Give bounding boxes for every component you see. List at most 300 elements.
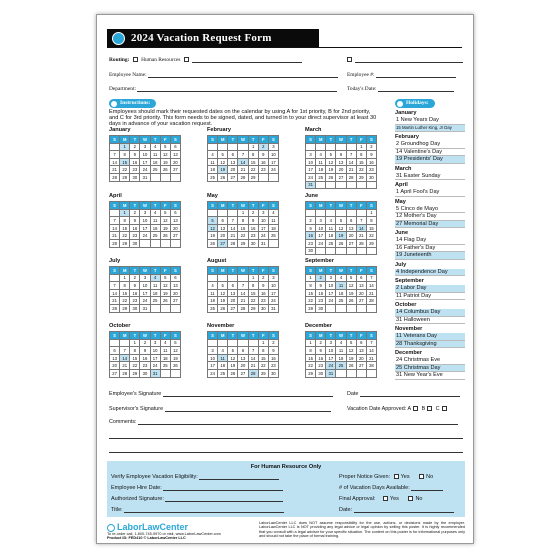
day-cell[interactable]: 12 <box>218 289 228 297</box>
day-cell[interactable]: 24 <box>306 173 316 181</box>
day-cell[interactable]: 23 <box>316 297 326 305</box>
day-cell[interactable]: 21 <box>248 362 258 370</box>
day-cell[interactable]: 6 <box>170 209 180 217</box>
day-cell[interactable]: 1 <box>366 209 376 217</box>
day-cell[interactable]: 10 <box>150 347 160 355</box>
day-cell[interactable]: 8 <box>258 347 268 355</box>
day-cell[interactable]: 10 <box>140 217 150 225</box>
day-cell[interactable]: 10 <box>208 354 218 362</box>
day-cell[interactable]: 30 <box>316 304 326 312</box>
day-cell[interactable]: 12 <box>326 158 336 166</box>
hr-verify-field[interactable] <box>199 475 279 480</box>
day-cell[interactable]: 18 <box>218 362 228 370</box>
day-cell[interactable]: 9 <box>366 151 376 159</box>
day-cell[interactable]: 9 <box>130 217 140 225</box>
day-cell[interactable]: 11 <box>336 347 346 355</box>
day-cell[interactable]: 24 <box>140 166 150 174</box>
day-cell[interactable]: 21 <box>356 232 366 240</box>
day-cell[interactable]: 26 <box>208 239 218 247</box>
day-cell[interactable]: 29 <box>356 173 366 181</box>
day-cell[interactable]: 13 <box>218 224 228 232</box>
day-cell[interactable]: 8 <box>306 282 316 290</box>
day-cell[interactable]: 25 <box>268 232 278 240</box>
day-cell[interactable]: 18 <box>150 289 160 297</box>
day-cell[interactable]: 24 <box>326 297 336 305</box>
day-cell[interactable]: 24 <box>140 232 150 240</box>
day-cell[interactable]: 26 <box>346 297 356 305</box>
routing-field-3[interactable] <box>355 58 463 63</box>
day-cell[interactable]: 28 <box>346 173 356 181</box>
day-cell[interactable]: 23 <box>130 166 140 174</box>
day-cell[interactable]: 25 <box>218 369 228 377</box>
comments-field[interactable] <box>138 420 458 425</box>
day-cell[interactable]: 19 <box>160 158 170 166</box>
day-cell[interactable]: 18 <box>208 166 218 174</box>
day-cell[interactable]: 28 <box>366 297 376 305</box>
day-cell[interactable]: 12 <box>160 282 170 290</box>
day-cell[interactable]: 16 <box>248 224 258 232</box>
day-cell[interactable]: 14 <box>110 224 120 232</box>
hr-title-field[interactable] <box>124 508 284 513</box>
day-cell[interactable]: 24 <box>268 166 278 174</box>
day-cell[interactable]: 29 <box>120 173 130 181</box>
day-cell[interactable]: 5 <box>218 151 228 159</box>
day-cell[interactable]: 27 <box>228 173 238 181</box>
day-cell[interactable]: 5 <box>326 151 336 159</box>
hr-date-field[interactable] <box>354 508 454 513</box>
day-cell[interactable]: 8 <box>130 347 140 355</box>
day-cell[interactable]: 6 <box>110 347 120 355</box>
day-cell[interactable]: 28 <box>120 369 130 377</box>
day-cell[interactable]: 17 <box>140 224 150 232</box>
day-cell[interactable]: 21 <box>238 166 248 174</box>
day-cell[interactable]: 18 <box>268 224 278 232</box>
day-cell[interactable]: 5 <box>160 209 170 217</box>
day-cell[interactable]: 17 <box>268 289 278 297</box>
day-cell[interactable]: 28 <box>110 173 120 181</box>
day-cell[interactable]: 15 <box>366 224 376 232</box>
day-cell[interactable]: 4 <box>150 274 160 282</box>
day-cell[interactable]: 7 <box>110 217 120 225</box>
day-cell[interactable]: 7 <box>120 347 130 355</box>
day-cell[interactable]: 6 <box>356 339 366 347</box>
day-cell[interactable]: 7 <box>228 217 238 225</box>
day-cell[interactable]: 18 <box>150 224 160 232</box>
day-cell[interactable]: 13 <box>170 282 180 290</box>
day-cell[interactable]: 10 <box>306 158 316 166</box>
day-cell[interactable]: 29 <box>248 304 258 312</box>
day-cell[interactable]: 20 <box>346 232 356 240</box>
day-cell[interactable]: 28 <box>238 304 248 312</box>
day-cell[interactable]: 14 <box>346 158 356 166</box>
day-cell[interactable]: 6 <box>228 151 238 159</box>
day-cell[interactable]: 24 <box>268 297 278 305</box>
day-cell[interactable]: 7 <box>110 151 120 159</box>
day-cell[interactable]: 19 <box>218 166 228 174</box>
day-cell[interactable]: 27 <box>110 369 120 377</box>
day-cell[interactable]: 5 <box>160 274 170 282</box>
day-cell[interactable]: 31 <box>258 239 268 247</box>
day-cell[interactable]: 3 <box>326 274 336 282</box>
day-cell[interactable]: 3 <box>150 339 160 347</box>
day-cell[interactable]: 15 <box>130 354 140 362</box>
day-cell[interactable]: 24 <box>316 239 326 247</box>
day-cell[interactable]: 26 <box>160 297 170 305</box>
day-cell[interactable]: 25 <box>336 362 346 370</box>
day-cell[interactable]: 27 <box>346 239 356 247</box>
day-cell[interactable]: 26 <box>218 304 228 312</box>
day-cell[interactable]: 12 <box>160 151 170 159</box>
day-cell[interactable]: 9 <box>248 217 258 225</box>
day-cell[interactable]: 9 <box>316 347 326 355</box>
day-cell[interactable]: 15 <box>306 289 316 297</box>
day-cell[interactable]: 26 <box>326 173 336 181</box>
day-cell[interactable]: 30 <box>140 369 150 377</box>
day-cell[interactable]: 20 <box>218 232 228 240</box>
day-cell[interactable]: 16 <box>258 289 268 297</box>
day-cell[interactable]: 3 <box>306 151 316 159</box>
day-cell[interactable]: 25 <box>160 362 170 370</box>
day-cell[interactable]: 30 <box>130 173 140 181</box>
day-cell[interactable]: 2 <box>130 143 140 151</box>
day-cell[interactable]: 12 <box>208 224 218 232</box>
day-cell[interactable]: 7 <box>366 274 376 282</box>
day-cell[interactable]: 15 <box>356 158 366 166</box>
day-cell[interactable]: 30 <box>248 239 258 247</box>
comments-field-3[interactable] <box>109 448 463 453</box>
day-cell[interactable]: 7 <box>238 151 248 159</box>
day-cell[interactable]: 16 <box>130 224 140 232</box>
day-cell[interactable]: 3 <box>316 217 326 225</box>
day-cell[interactable]: 4 <box>336 339 346 347</box>
day-cell[interactable]: 27 <box>170 297 180 305</box>
day-cell[interactable]: 8 <box>248 282 258 290</box>
day-cell[interactable]: 15 <box>248 289 258 297</box>
routing-checkbox-2[interactable] <box>184 57 189 62</box>
day-cell[interactable]: 27 <box>336 173 346 181</box>
day-cell[interactable]: 17 <box>316 232 326 240</box>
day-cell[interactable]: 29 <box>120 239 130 247</box>
day-cell[interactable]: 19 <box>208 232 218 240</box>
day-cell[interactable]: 14 <box>110 289 120 297</box>
day-cell[interactable]: 13 <box>356 347 366 355</box>
day-cell[interactable]: 12 <box>160 217 170 225</box>
day-cell[interactable]: 18 <box>150 158 160 166</box>
day-cell[interactable]: 15 <box>258 354 268 362</box>
day-cell[interactable]: 1 <box>356 143 366 151</box>
hr-hire-date-field[interactable] <box>163 486 283 491</box>
day-cell[interactable]: 20 <box>228 297 238 305</box>
day-cell[interactable]: 11 <box>160 347 170 355</box>
day-cell[interactable]: 3 <box>140 274 150 282</box>
day-cell[interactable]: 5 <box>228 347 238 355</box>
day-cell[interactable]: 5 <box>336 217 346 225</box>
option-b-checkbox[interactable] <box>427 406 432 411</box>
day-cell[interactable]: 3 <box>258 209 268 217</box>
day-cell[interactable]: 28 <box>356 239 366 247</box>
todays-date-field[interactable] <box>378 87 454 92</box>
day-cell[interactable]: 4 <box>336 274 346 282</box>
day-cell[interactable]: 14 <box>238 158 248 166</box>
day-cell[interactable]: 17 <box>140 289 150 297</box>
supervisor-signature-field[interactable] <box>165 407 331 412</box>
day-cell[interactable]: 17 <box>140 158 150 166</box>
day-cell[interactable]: 14 <box>110 158 120 166</box>
day-cell[interactable]: 17 <box>326 354 336 362</box>
day-cell[interactable]: 16 <box>366 158 376 166</box>
day-cell[interactable]: 22 <box>238 232 248 240</box>
day-cell[interactable]: 27 <box>170 232 180 240</box>
day-cell[interactable]: 5 <box>346 274 356 282</box>
day-cell[interactable]: 13 <box>170 151 180 159</box>
hr-routing-checkbox[interactable] <box>133 57 138 62</box>
department-field[interactable] <box>137 87 337 92</box>
day-cell[interactable]: 6 <box>218 217 228 225</box>
day-cell[interactable]: 22 <box>248 297 258 305</box>
day-cell[interactable]: 31 <box>326 369 336 377</box>
day-cell[interactable]: 16 <box>316 354 326 362</box>
day-cell[interactable]: 3 <box>268 274 278 282</box>
day-cell[interactable]: 21 <box>346 166 356 174</box>
day-cell[interactable]: 23 <box>130 297 140 305</box>
day-cell[interactable]: 24 <box>326 362 336 370</box>
day-cell[interactable]: 29 <box>130 369 140 377</box>
day-cell[interactable]: 8 <box>366 217 376 225</box>
day-cell[interactable]: 19 <box>346 289 356 297</box>
day-cell[interactable]: 20 <box>170 289 180 297</box>
day-cell[interactable]: 7 <box>366 339 376 347</box>
day-cell[interactable]: 22 <box>120 297 130 305</box>
day-cell[interactable]: 13 <box>336 158 346 166</box>
day-cell[interactable]: 23 <box>316 362 326 370</box>
hr-auth-sig-field[interactable] <box>165 497 283 502</box>
day-cell[interactable]: 13 <box>228 289 238 297</box>
day-cell[interactable]: 14 <box>366 347 376 355</box>
day-cell[interactable]: 29 <box>366 239 376 247</box>
day-cell[interactable]: 19 <box>160 289 170 297</box>
day-cell[interactable]: 10 <box>268 151 278 159</box>
day-cell[interactable]: 5 <box>170 339 180 347</box>
final-approval-yes-checkbox[interactable] <box>383 496 388 501</box>
day-cell[interactable]: 11 <box>268 217 278 225</box>
day-cell[interactable]: 3 <box>140 143 150 151</box>
day-cell[interactable]: 26 <box>346 362 356 370</box>
day-cell[interactable]: 2 <box>130 209 140 217</box>
day-cell[interactable]: 1 <box>248 143 258 151</box>
day-cell[interactable]: 27 <box>228 304 238 312</box>
day-cell[interactable]: 29 <box>238 239 248 247</box>
day-cell[interactable]: 1 <box>306 274 316 282</box>
day-cell[interactable]: 31 <box>150 369 160 377</box>
employee-signature-field[interactable] <box>163 392 333 397</box>
day-cell[interactable]: 20 <box>228 166 238 174</box>
day-cell[interactable]: 21 <box>228 232 238 240</box>
proper-notice-yes-checkbox[interactable] <box>394 474 399 479</box>
day-cell[interactable]: 11 <box>150 151 160 159</box>
day-cell[interactable]: 11 <box>150 282 160 290</box>
day-cell[interactable]: 25 <box>150 297 160 305</box>
day-cell[interactable]: 2 <box>130 274 140 282</box>
day-cell[interactable]: 9 <box>258 282 268 290</box>
day-cell[interactable]: 8 <box>120 282 130 290</box>
day-cell[interactable]: 20 <box>336 166 346 174</box>
day-cell[interactable]: 1 <box>238 209 248 217</box>
day-cell[interactable]: 17 <box>208 362 218 370</box>
day-cell[interactable]: 30 <box>316 369 326 377</box>
day-cell[interactable]: 26 <box>160 232 170 240</box>
day-cell[interactable]: 26 <box>160 166 170 174</box>
day-cell[interactable]: 31 <box>140 304 150 312</box>
day-cell[interactable]: 12 <box>170 347 180 355</box>
day-cell[interactable]: 23 <box>258 166 268 174</box>
day-cell[interactable]: 29 <box>306 369 316 377</box>
day-cell[interactable]: 6 <box>346 217 356 225</box>
day-cell[interactable]: 12 <box>346 347 356 355</box>
day-cell[interactable]: 25 <box>336 297 346 305</box>
day-cell[interactable]: 13 <box>228 158 238 166</box>
day-cell[interactable]: 15 <box>120 289 130 297</box>
day-cell[interactable]: 18 <box>336 289 346 297</box>
day-cell[interactable]: 2 <box>258 274 268 282</box>
day-cell[interactable]: 13 <box>110 354 120 362</box>
day-cell[interactable]: 15 <box>120 158 130 166</box>
day-cell[interactable]: 22 <box>258 362 268 370</box>
day-cell[interactable]: 6 <box>336 151 346 159</box>
day-cell[interactable]: 27 <box>218 239 228 247</box>
day-cell[interactable]: 16 <box>268 354 278 362</box>
day-cell[interactable]: 6 <box>238 347 248 355</box>
day-cell[interactable]: 20 <box>110 362 120 370</box>
day-cell[interactable]: 22 <box>130 362 140 370</box>
day-cell[interactable]: 10 <box>140 151 150 159</box>
day-cell[interactable]: 25 <box>208 173 218 181</box>
day-cell[interactable]: 2 <box>316 339 326 347</box>
day-cell[interactable]: 16 <box>140 354 150 362</box>
day-cell[interactable]: 17 <box>258 224 268 232</box>
day-cell[interactable]: 22 <box>248 166 258 174</box>
day-cell[interactable]: 12 <box>336 224 346 232</box>
day-cell[interactable]: 21 <box>110 166 120 174</box>
day-cell[interactable]: 28 <box>110 239 120 247</box>
day-cell[interactable]: 1 <box>120 209 130 217</box>
day-cell[interactable]: 22 <box>306 297 316 305</box>
day-cell[interactable]: 28 <box>228 239 238 247</box>
day-cell[interactable]: 15 <box>306 354 316 362</box>
day-cell[interactable]: 17 <box>150 354 160 362</box>
day-cell[interactable]: 15 <box>120 224 130 232</box>
day-cell[interactable]: 10 <box>268 282 278 290</box>
day-cell[interactable]: 19 <box>218 297 228 305</box>
day-cell[interactable]: 18 <box>208 297 218 305</box>
day-cell[interactable]: 4 <box>160 339 170 347</box>
day-cell[interactable]: 29 <box>248 173 258 181</box>
day-cell[interactable]: 24 <box>208 369 218 377</box>
day-cell[interactable]: 5 <box>346 339 356 347</box>
day-cell[interactable]: 23 <box>258 297 268 305</box>
day-cell[interactable]: 15 <box>248 158 258 166</box>
day-cell[interactable]: 29 <box>258 369 268 377</box>
day-cell[interactable]: 21 <box>238 297 248 305</box>
day-cell[interactable]: 8 <box>238 217 248 225</box>
day-cell[interactable]: 28 <box>248 369 258 377</box>
day-cell[interactable]: 4 <box>316 151 326 159</box>
day-cell[interactable]: 16 <box>258 158 268 166</box>
day-cell[interactable]: 6 <box>170 143 180 151</box>
day-cell[interactable]: 27 <box>170 166 180 174</box>
day-cell[interactable]: 30 <box>130 304 140 312</box>
final-approval-no-checkbox[interactable] <box>408 496 413 501</box>
day-cell[interactable]: 28 <box>110 304 120 312</box>
day-cell[interactable]: 26 <box>228 369 238 377</box>
day-cell[interactable]: 7 <box>110 282 120 290</box>
day-cell[interactable]: 8 <box>120 151 130 159</box>
day-cell[interactable]: 4 <box>150 143 160 151</box>
day-cell[interactable]: 18 <box>316 166 326 174</box>
option-c-checkbox[interactable] <box>442 406 447 411</box>
day-cell[interactable]: 9 <box>140 347 150 355</box>
day-cell[interactable]: 4 <box>326 217 336 225</box>
day-cell[interactable]: 30 <box>306 247 316 255</box>
day-cell[interactable]: 14 <box>366 282 376 290</box>
day-cell[interactable]: 7 <box>346 151 356 159</box>
day-cell[interactable]: 22 <box>120 232 130 240</box>
comments-field-2[interactable] <box>109 434 463 439</box>
day-cell[interactable]: 21 <box>110 232 120 240</box>
day-cell[interactable]: 11 <box>208 289 218 297</box>
day-cell[interactable]: 17 <box>306 166 316 174</box>
day-cell[interactable]: 18 <box>160 354 170 362</box>
day-cell[interactable]: 13 <box>238 354 248 362</box>
day-cell[interactable]: 19 <box>326 166 336 174</box>
day-cell[interactable]: 3 <box>326 339 336 347</box>
day-cell[interactable]: 23 <box>366 166 376 174</box>
routing-checkbox-3[interactable] <box>347 57 352 62</box>
day-cell[interactable]: 22 <box>356 166 366 174</box>
day-cell[interactable]: 10 <box>326 282 336 290</box>
day-cell[interactable]: 7 <box>248 347 258 355</box>
day-cell[interactable]: 17 <box>268 158 278 166</box>
day-cell[interactable]: 20 <box>170 224 180 232</box>
day-cell[interactable]: 24 <box>258 232 268 240</box>
day-cell[interactable]: 31 <box>140 173 150 181</box>
day-cell[interactable]: 4 <box>208 282 218 290</box>
day-cell[interactable]: 2 <box>268 339 278 347</box>
day-cell[interactable]: 29 <box>306 304 316 312</box>
day-cell[interactable]: 22 <box>306 362 316 370</box>
day-cell[interactable]: 22 <box>120 166 130 174</box>
day-cell[interactable]: 12 <box>346 282 356 290</box>
day-cell[interactable]: 13 <box>346 224 356 232</box>
day-cell[interactable]: 16 <box>130 289 140 297</box>
day-cell[interactable]: 14 <box>228 224 238 232</box>
day-cell[interactable]: 24 <box>140 297 150 305</box>
day-cell[interactable]: 19 <box>346 354 356 362</box>
day-cell[interactable]: 30 <box>366 173 376 181</box>
day-cell[interactable]: 2 <box>258 143 268 151</box>
day-cell[interactable]: 31 <box>268 304 278 312</box>
day-cell[interactable]: 10 <box>326 347 336 355</box>
day-cell[interactable]: 20 <box>356 289 366 297</box>
day-cell[interactable]: 30 <box>268 369 278 377</box>
day-cell[interactable]: 18 <box>336 354 346 362</box>
day-cell[interactable]: 23 <box>268 362 278 370</box>
day-cell[interactable]: 4 <box>268 209 278 217</box>
day-cell[interactable]: 8 <box>248 151 258 159</box>
day-cell[interactable]: 6 <box>170 274 180 282</box>
day-cell[interactable]: 23 <box>130 232 140 240</box>
day-cell[interactable]: 30 <box>258 304 268 312</box>
routing-field-2[interactable] <box>192 58 302 63</box>
